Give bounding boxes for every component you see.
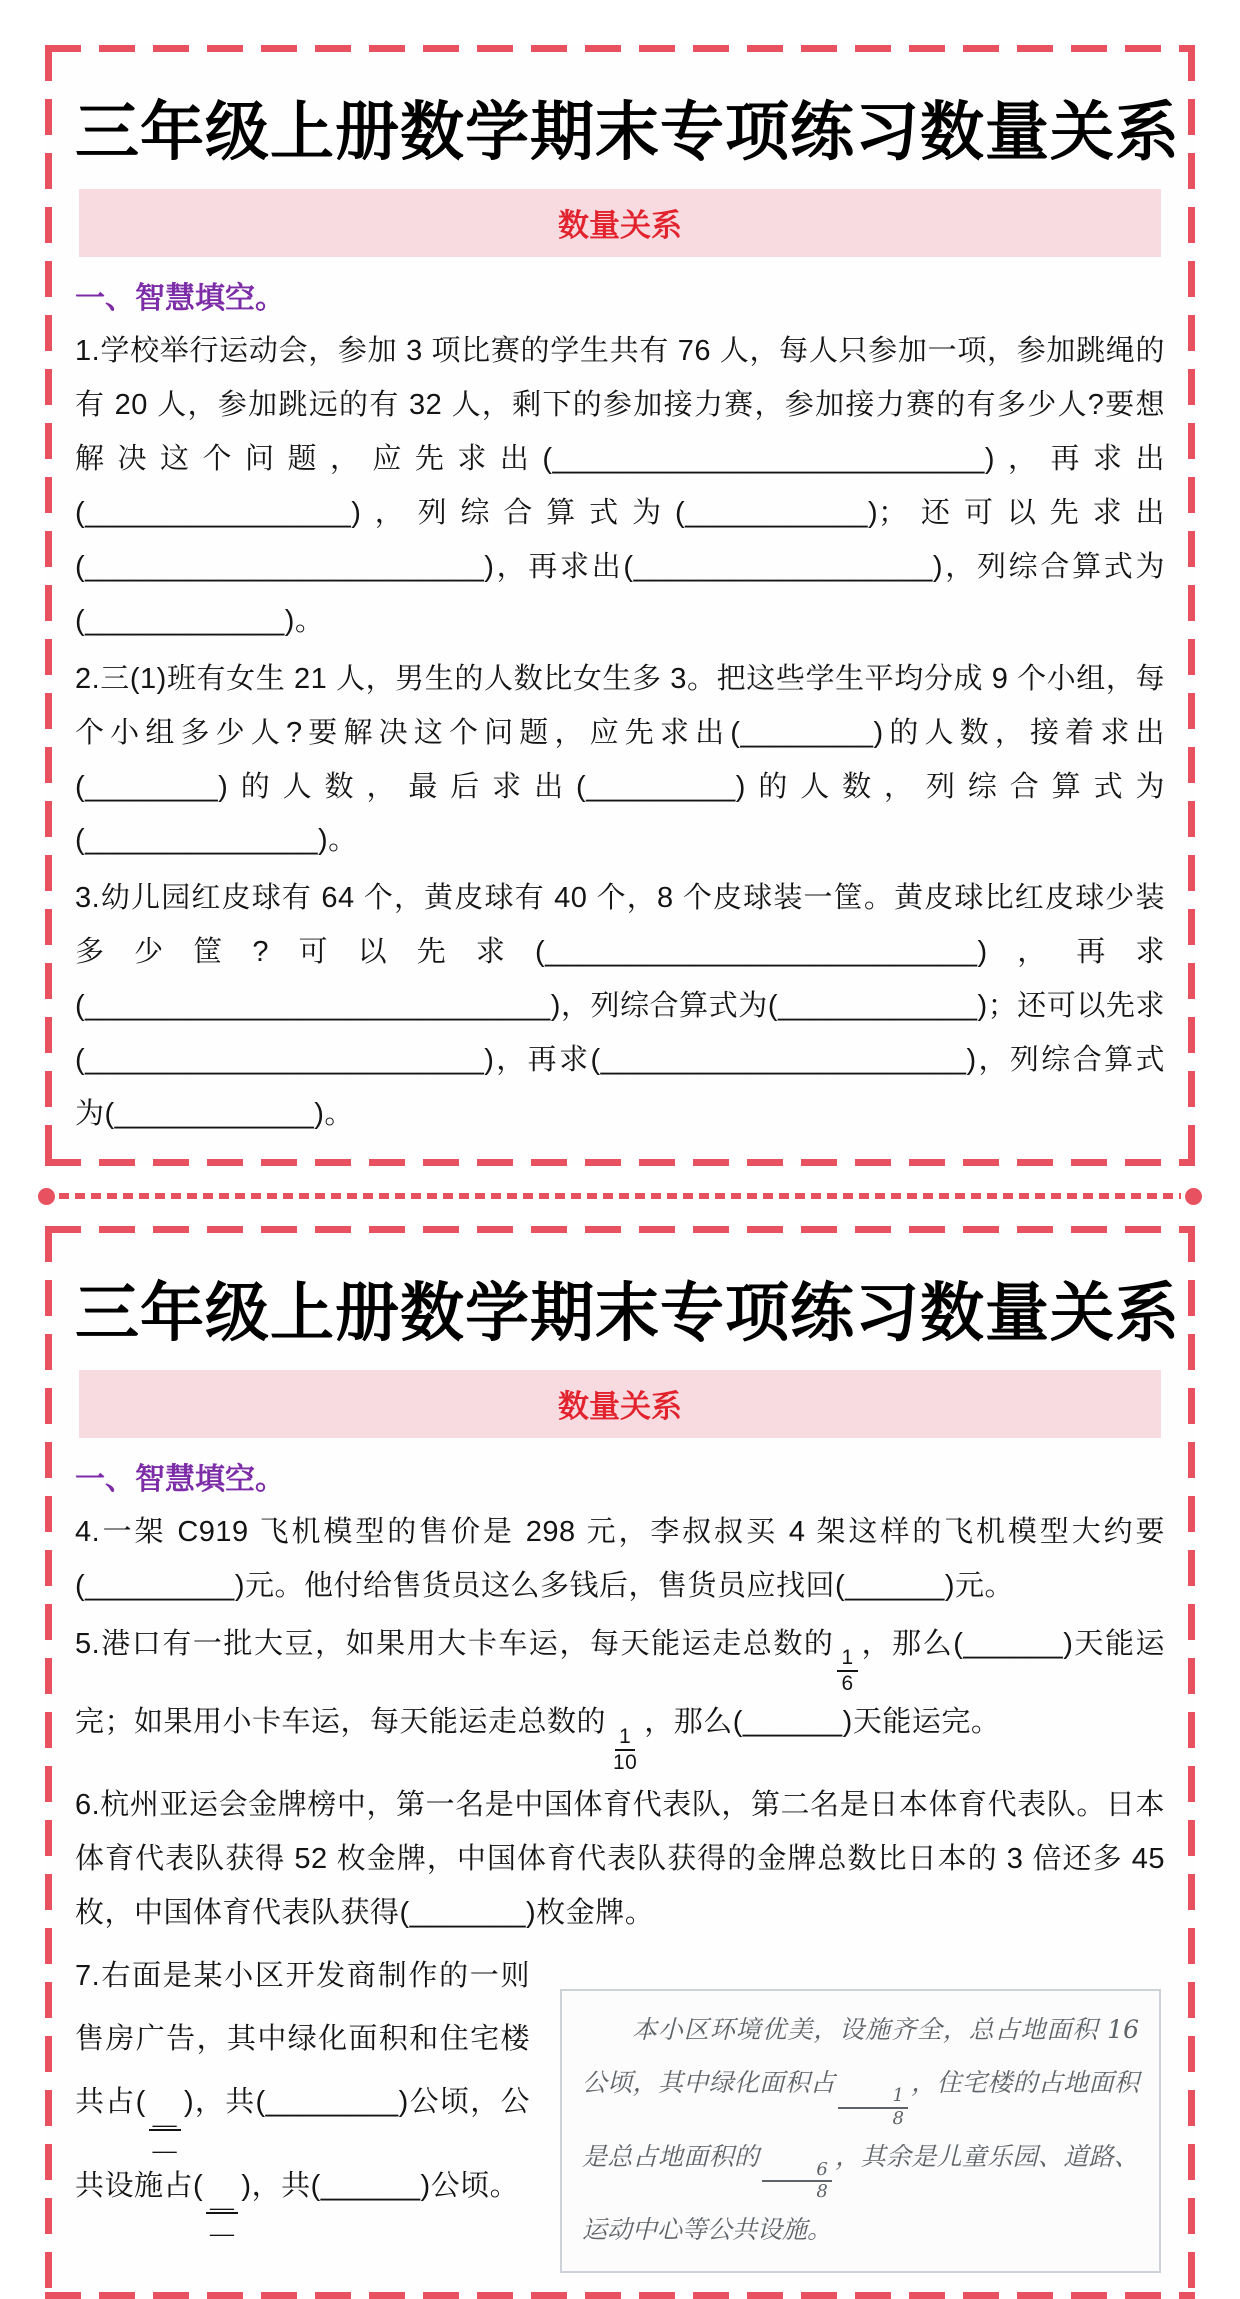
- topic-banner-label: 数量关系: [558, 208, 682, 243]
- fraction-numerator: 1: [837, 1646, 857, 1672]
- ad-text-part-2: ，住宅楼的占地面积是总占地面积的: [582, 2068, 1139, 2171]
- fraction-one-tenth: [606, 1725, 644, 1775]
- question-5-text-part-3: ，那么(______)天能运完。: [644, 1706, 1001, 1739]
- fraction-numerator: 1: [615, 1725, 635, 1751]
- fraction-blank: [203, 2188, 241, 2238]
- card2-border-top: [45, 1226, 1195, 1233]
- page-divider: [38, 1187, 1202, 1205]
- fraction-denominator: 6: [841, 1672, 854, 1696]
- fraction-numerator: 6: [762, 2160, 831, 2183]
- question-7-text: [75, 1945, 530, 2238]
- question-7: [75, 1945, 1165, 2279]
- card1-border-left: [45, 45, 52, 1166]
- question-4: 4.一架 C919 飞机模型的售价是 298 元，李叔叔买 4 架这样的飞机模型大约要(_________)元。他付给售货员这么多钱后，售货员应找回(______)元。: [75, 1516, 1165, 1602]
- fraction-six-eighths: [759, 2160, 834, 2203]
- card1-border-bottom: [45, 1159, 1195, 1166]
- question-7-text-part-1: 7.右面是某小区开发商制作的一则售房广告，其中绿化面积和住宅楼共占(: [75, 1959, 530, 2119]
- ad-text-part-3: ，其余是儿童乐园、道路、运动中心等公共设施。: [582, 2141, 1139, 2244]
- question-5-text-part-2: ，那么(______)天能运完；如果用小卡车运，每天能运走总数的: [75, 1627, 1165, 1739]
- question-5: [75, 1618, 1165, 1775]
- topic-banner: [79, 189, 1161, 257]
- section-heading: 一、智慧填空。: [75, 1463, 285, 1497]
- topic-banner: [79, 1370, 1161, 1438]
- fraction-denominator: __: [152, 2130, 177, 2154]
- fraction-numerator: __: [206, 2188, 238, 2214]
- card1-border-right: [1188, 45, 1195, 1166]
- fraction-denominator: 10: [613, 1750, 638, 1774]
- worksheet-card-1: [45, 45, 1195, 1166]
- card2-border-left: [45, 1226, 52, 2299]
- fraction-one-sixth: [834, 1646, 860, 1696]
- ad-text-part-1: 本小区环境优美，设施齐全，总占地面积 16 公顷，其中绿化面积占: [582, 2014, 1139, 2098]
- question-5-text-part-1: 5.港口有一批大豆，如果用大卡车运，每天能运走总数的: [75, 1627, 835, 1660]
- worksheet-title: 三年级上册数学期末专项练习数量关系: [75, 1277, 1180, 1350]
- fraction-numerator: __: [149, 2105, 181, 2131]
- fraction-blank: [146, 2105, 184, 2155]
- fraction-one-eighth: [835, 2086, 910, 2129]
- housing-ad-box: [560, 1989, 1161, 2273]
- section-heading: 一、智慧填空。: [75, 282, 285, 315]
- fraction-denominator: __: [210, 2214, 235, 2238]
- question-1: 1.学校举行运动会，参加 3 项比赛的学生共有 76 人，每人只参加一项，参加跳绳的有 20 人，参加跳远的有 32 人，剩下的参加接力赛，参加接力赛的有多少人?要想解决这个问题，应先求出(__________________________)，再求出(________________)，列综合算式为(___________)；还可以先求出(________________________)，再求出(__________________)，列综合算式为(____________)。: [75, 335, 1165, 637]
- fraction-numerator: 1: [838, 2086, 907, 2109]
- question-6: 6.杭州亚运会金牌榜中，第一名是中国体育代表队，第二名是日本体育代表队。日本体育代表队获得 52 枚金牌，中国体育代表队获得的金牌总数比日本的 3 倍还多 45 枚，中国体育代表队获得(_______)枚金牌。: [75, 1788, 1165, 1929]
- divider-dot-left: [38, 1188, 55, 1205]
- fraction-denominator: 8: [892, 2108, 904, 2130]
- question-2: 2.三(1)班有女生 21 人，男生的人数比女生多 3。把这些学生平均分成 9 个小组，每个小组多少人?要解决这个问题，应先求出(________)的人数，接着求出(________)的人数，最后求出(_________)的人数，列综合算式为(______________)。: [75, 662, 1165, 857]
- topic-banner-label: 数量关系: [558, 1389, 682, 1425]
- card1-border-top: [45, 45, 1195, 52]
- question-3: 3.幼儿园红皮球有 64 个，黄皮球有 40 个，8 个皮球装一筐。黄皮球比红皮球少装多少筐?可以先求(__________________________)，再求(____________________________)，列综合算式为(____________)；还可以先求(________________________)，再求(______________________)，列综合算式为(____________)。: [75, 882, 1165, 1131]
- question-7-text-part-2: )，共(________)公顷，公共设施占(: [75, 2086, 530, 2202]
- card2-border-right: [1188, 1226, 1195, 2299]
- divider-dashed-line: [59, 1193, 1181, 1199]
- worksheet-card-2: [45, 1226, 1195, 2299]
- divider-dot-right: [1185, 1188, 1202, 1205]
- worksheet-title: 三年级上册数学期末专项练习数量关系: [75, 96, 1180, 168]
- card2-border-bottom: [45, 2292, 1195, 2299]
- fraction-denominator: 8: [816, 2181, 828, 2203]
- question-7-text-part-3: )，共(______)公顷。: [241, 2169, 520, 2202]
